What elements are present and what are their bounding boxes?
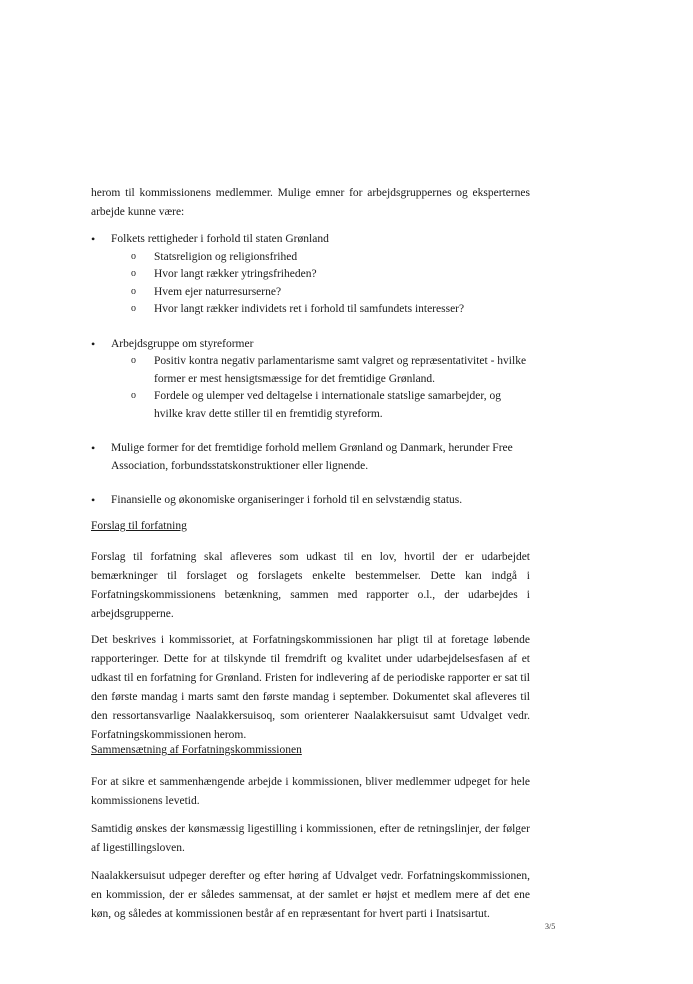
paragraph: Samtidig ønskes der kønsmæssig ligestilling i kommissionen, efter de retningslinjer, der følger af ligestillingsloven. xyxy=(91,823,530,854)
paragraph: For at sikre et sammenhængende arbejde i kommissionen, bliver medlemmer udpeget for hele kommissionens levetid. xyxy=(91,776,530,807)
topic-list xyxy=(91,231,530,510)
sub-list-item: o Positiv kontra negativ parlamentarisme samt valgret og repræsentativitet - hvilke former er mest hensigtsmæssige for det fremtidige Grønland. xyxy=(131,353,530,388)
sub-list-item: o Hvor langt rækker ytringsfriheden? xyxy=(131,266,530,284)
intro-paragraph: herom til kommissionens medlemmer. Mulige emner for arbejdsgruppernes og eksperternes arbejde kunne være: xyxy=(91,187,530,218)
list-item xyxy=(91,231,530,319)
page-number: 3/5 xyxy=(545,922,556,931)
paragraph: Naalakkersuisut udpeger derefter og efter høring af Udvalget vedr. Forfatningskommissionen, en kommission, der er således sammensat, at der samlet er højst et medlem mere af det ene køn, og således at kommissionen består af en repræsentant for hvert parti i Inatsisartut. xyxy=(91,870,530,920)
sub-list xyxy=(111,353,530,423)
sub-list-item: o Hvem ejer naturresurserne? xyxy=(131,284,530,302)
paragraph: Forslag til forfatning skal afleveres som udkast til en lov, hvortil der er udarbejdet bemærkninger til forslaget og forslagets enkelte bestemmelser. Dette kan indgå i Forfatningskommissionens betænkning, sammen med rapporter o.l., der udarbejdes i arbejdsgrupperne. xyxy=(91,551,530,620)
section-heading-forslag: Forslag til forfatning xyxy=(91,520,187,532)
sub-list-item: o Hvor langt rækker individets ret i forhold til samfundets interesser? xyxy=(131,301,530,319)
list-item: • Finansielle og økonomiske organiseringer i forhold til en selvstændig status. xyxy=(91,492,530,510)
list-item xyxy=(91,336,530,424)
bullet-label: Folkets rettigheder i forhold til staten Grønland xyxy=(111,233,329,245)
sub-list xyxy=(111,249,530,319)
paragraph: Det beskrives i kommissoriet, at Forfatningskommissionen har pligt til at foretage løbende rapporteringer. Dette for at tilskynde til fremdrift og kvalitet under udarbejdelsesfasen af et udkast til en forfatning for Grønland. Fristen for indlevering af de periodiske rapporter er sat til den første mandag i marts samt den første mandag i september. Dokumentet skal afleveres til den ressortansvarlige Naalakkersuisoq, som orienterer Naalakkersuisut samt Udvalget vedr. Forfatningskommissionen herom. xyxy=(91,634,530,741)
bullet-label: Arbejdsgruppe om styreformer xyxy=(111,337,254,350)
section-heading-sammensaetning: Sammensætning af Forfatningskommissionen xyxy=(91,744,302,756)
list-item: • Mulige former for det fremtidige forhold mellem Grønland og Danmark, herunder Free Association, forbundsstatskonstruktioner eller lignende. xyxy=(91,440,530,475)
sub-list-item: o Fordele og ulemper ved deltagelse i internationale statslige samarbejder, og hvilke krav dette stiller til en fremtidig styreform. xyxy=(131,388,530,423)
sub-list-item: o Statsreligion og religionsfrihed xyxy=(131,249,530,267)
